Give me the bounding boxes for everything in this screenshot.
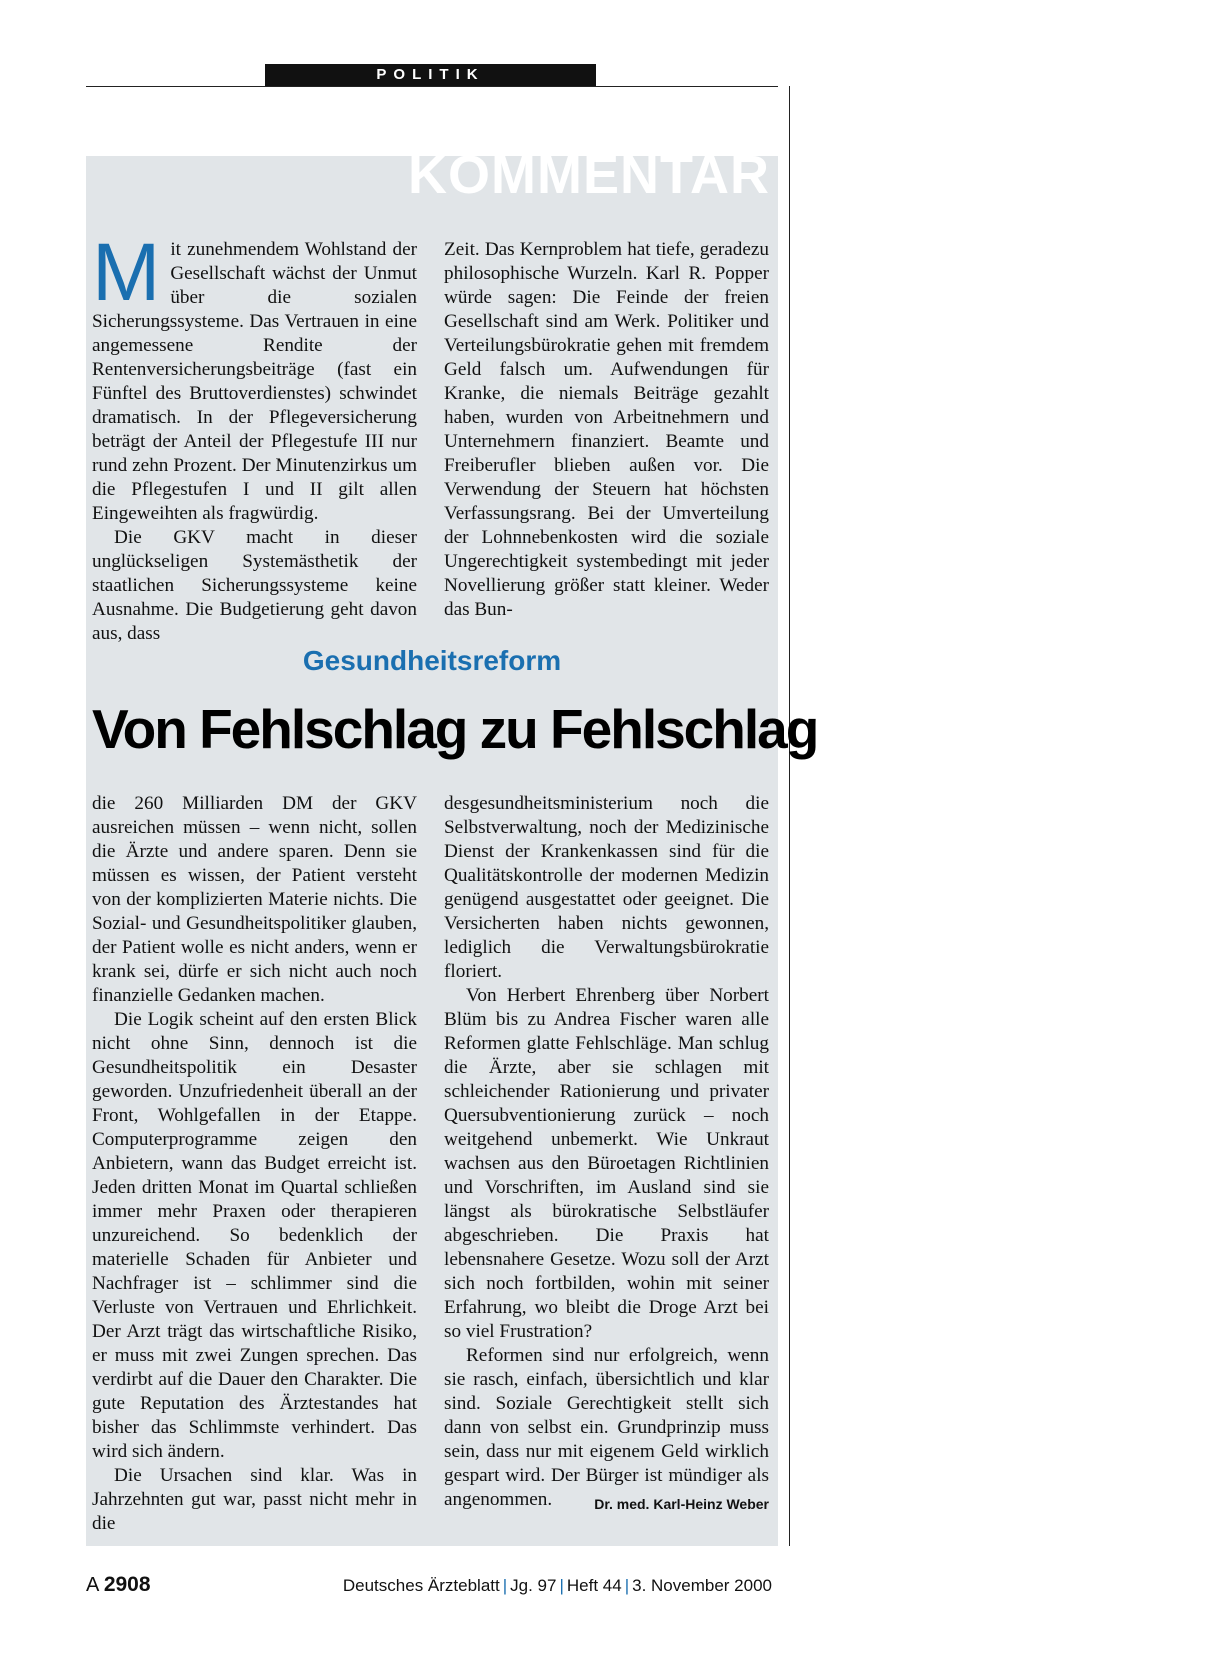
journal-info: Deutsches Ärzteblatt | Jg. 97 | Heft 44 | 3. November 2000: [342, 1576, 772, 1595]
header-rule: [86, 86, 778, 87]
paragraph: Die GKV macht in dieser unglückseligen Systemästhetik der staatlichen Sicherungssysteme keine Ausnahme. Die Budgetierung geht davon aus, dass: [92, 527, 417, 644]
paragraph: desgesundheitsministerium noch die Selbstverwaltung, noch der Medizinische Dienst der Krankenkassen sind für die Qualitätskontrolle der modernen Medizin genügend ausgestattet oder geeignet. Die Versicherten haben nichts gewonnen, lediglich die Verwaltungsbürokratie floriert.: [444, 793, 769, 982]
paragraph: Zeit. Das Kernproblem hat tiefe, geradezu philosophische Wurzeln. Karl R. Popper würde sagen: Die Feinde der freien Gesellschaft sind am Werk. Politiker und Verteilungsbürokratie gehen mit fremdem Geld falsch um. Aufwendungen für Kranke, die niemals Beiträge gezahlt haben, wurden von Arbeitnehmern und Unternehmern finanziert. Beamte und Freiberufler blieben außen vor. Die Verwendung der Steuern hat höchsten Verfassungsrang. Bei der Umverteilung der Lohnnebenkosten wird die soziale Ungerechtigkeit systembedingt mit jeder Novellierung größer statt kleiner. Weder das Bun-: [444, 239, 769, 620]
page-number: A 2908: [86, 1573, 151, 1596]
column-rule: [789, 86, 790, 1546]
paragraph: Mit zunehmendem Wohlstand der Gesellschaft wächst der Unmut über die sozialen Sicherungssysteme. Das Vertrauen in eine angemessene Rendite der Rentenversicherungsbeiträge (fast ein Fünftel des Bruttoverdienstes) schwindet dramatisch. In der Pflegeversicherung beträgt der Anteil der Pflegestufe III nur rund zehn Prozent. Der Minutenzirkus um die Pflegestufen I und II gilt allen Eingeweihten als fragwürdig.: [92, 227, 417, 524]
column-4: [444, 792, 769, 1516]
comment-box: [86, 145, 818, 1546]
paragraph: Reformen sind nur erfolgreich, wenn sie rasch, einfach, übersichtlich und klar sind. Soziale Gerechtigkeit stellt sich dann von selbst ein. Grundprinzip muss sein, dass nur mit eigenem Geld wirklich gespart wird. Der Bürger ist mündiger als angenommen. Dr. med. Karl-Heinz Weber: [444, 1344, 769, 1512]
paragraph: die 260 Milliarden DM der GKV ausreichen müssen – wenn nicht, sollen die Ärzte und andere sparen. Denn sie müssen es wissen, der Patient versteht von der komplizierten Materie nichts. Die Sozial- und Gesundheitspolitiker glauben, der Patient wolle es nicht anders, wenn er krank sei, dürfe er sich nicht auch noch finanzielle Gedanken machen.: [92, 793, 417, 1006]
kommentar-label: KOMMENTAR: [408, 145, 770, 205]
column-2: [444, 238, 769, 622]
drop-cap: M: [92, 227, 161, 318]
article-kicker: Gesundheitsreform: [302, 645, 562, 676]
section-label: POLITIK: [265, 64, 596, 86]
column-3: [92, 792, 417, 1536]
article-headline: Von Fehlschlag zu Fehlschlag: [92, 698, 818, 760]
author-signature: Dr. med. Karl-Heinz Weber: [594, 1496, 769, 1512]
column-1: [92, 227, 417, 646]
paragraph: Von Herbert Ehrenberg über Norbert Blüm bis zu Andrea Fischer waren alle Reformen glatte Fehlschläge. Man schlug die Ärzte, aber sie schlagen mit schleichender Rationierung und privater Quersubventionierung zurück – noch weitgehend unbemerkt. Wie Unkraut wachsen aus den Büroetagen Richtlinien und Vorschriften, im Ausland sind sie längst als bürokratische Selbstläufer abgeschrieben. Die Praxis hat lebensnahere Gesetze. Wozu soll der Arzt sich noch fortbilden, wohin mit seiner Erfahrung, wo bleibt die Droge Arzt bei so viel Frustration?: [444, 985, 769, 1342]
paragraph: Die Logik scheint auf den ersten Blick nicht ohne Sinn, dennoch ist die Gesundheitspolitik ein Desaster geworden. Unzufriedenheit überall an der Front, Wohlgefallen in der Etappe. Computerprogramme zeigen den Anbietern, wann das Budget erreicht ist. Jeden dritten Monat im Quartal schließen immer mehr Praxen oder therapieren unzureichend. So bedenklich der materielle Schaden für Anbieter und Nachfrager ist – schlimmer sind die Verluste von Vertrauen und Ehrlichkeit. Der Arzt trägt das wirtschaftliche Risiko, er muss mit zwei Zungen sprechen. Das verdirbt auf die Dauer den Charakter. Die gute Reputation des Ärztestandes hat bisher das Schlimmste verhindert. Das wird sich ändern.: [92, 1009, 417, 1462]
paragraph: Die Ursachen sind klar. Was in Jahrzehnten gut war, passt nicht mehr in die: [92, 1465, 417, 1534]
